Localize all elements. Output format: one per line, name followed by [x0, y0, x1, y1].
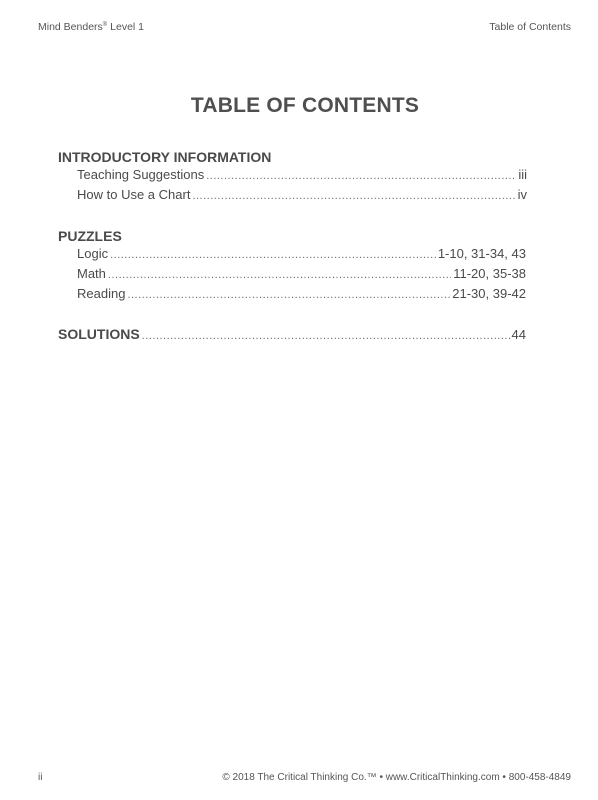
running-header-left: [38, 21, 144, 33]
footer-copyright: © 2018 The Critical Thinking Co.™ • www.CriticalThinking.com • 800-458-4849: [222, 772, 571, 783]
dot-leader: [108, 269, 451, 281]
toc-entry-label: How to Use a Chart: [77, 187, 191, 202]
footer-page-number: ii: [38, 772, 43, 783]
toc-entry-pages: 11-20, 35-38: [453, 266, 526, 281]
toc-entry-label: Logic: [77, 246, 109, 261]
toc-entry-logic[interactable]: [77, 246, 526, 261]
book-level: Level 1: [107, 21, 144, 33]
dot-leader: [206, 170, 516, 182]
toc-entry-reading[interactable]: [77, 286, 526, 301]
page-title: TABLE OF CONTENTS: [190, 94, 420, 117]
dot-leader: [192, 190, 515, 202]
toc-entry-label: Reading: [77, 286, 126, 301]
toc-entry-label: Teaching Suggestions: [77, 167, 205, 182]
toc-entry-pages: 1-10, 31-34, 43: [437, 246, 526, 261]
toc-entry-pages: iv: [517, 187, 527, 202]
section-heading-puzzles: PUZZLES: [58, 228, 122, 244]
dot-leader: [142, 330, 510, 342]
running-header-right: Table of Contents: [489, 21, 571, 33]
toc-entry-solutions[interactable]: [58, 326, 526, 342]
section-heading-solutions: SOLUTIONS: [58, 326, 140, 342]
section-heading-introductory: INTRODUCTORY INFORMATION: [58, 149, 272, 165]
toc-entry-pages: iii: [518, 167, 527, 182]
toc-entry-label: Math: [77, 266, 106, 281]
registered-mark: ®: [102, 22, 108, 28]
book-title: Mind Benders: [38, 21, 103, 33]
toc-entry-how-to-use-a-chart[interactable]: [77, 187, 527, 202]
dot-leader: [127, 289, 450, 301]
dot-leader: [110, 249, 436, 261]
toc-entry-pages: 44: [511, 327, 526, 342]
toc-entry-teaching-suggestions[interactable]: [77, 167, 527, 182]
toc-entry-pages: 21-30, 39-42: [452, 286, 526, 301]
toc-entry-math[interactable]: [77, 266, 526, 281]
